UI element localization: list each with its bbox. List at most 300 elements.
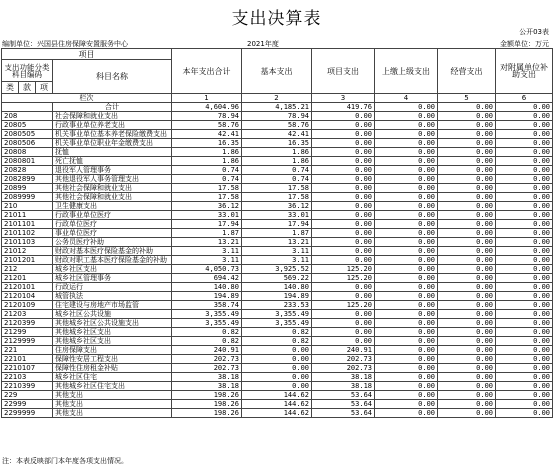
project-amount: 0.00	[312, 220, 375, 229]
subject-code: 210	[2, 202, 53, 211]
subsidy-amount: 0.00	[496, 328, 553, 337]
subsidy-amount: 0.00	[496, 157, 553, 166]
table-row	[2, 292, 553, 301]
subject-name: 死亡抚恤	[53, 157, 172, 166]
subsidy-amount: 0.00	[496, 130, 553, 139]
column-number: 2	[242, 94, 312, 103]
business-amount: 0.00	[438, 292, 496, 301]
upload-amount: 0.00	[375, 328, 438, 337]
subject-name: 事业单位医疗	[53, 229, 172, 238]
upload-amount: 0.00	[375, 220, 438, 229]
subsidy-amount: 0.00	[496, 121, 553, 130]
subsidy-amount: 0.00	[496, 220, 553, 229]
total-amount: 140.80	[172, 283, 242, 292]
subject-code: 212	[2, 265, 53, 274]
subsidy-amount: 0.00	[496, 409, 553, 418]
table-row	[2, 265, 553, 274]
subsidy-amount: 0.00	[496, 184, 553, 193]
business-amount: 0.00	[438, 103, 496, 112]
project-amount: 53.64	[312, 400, 375, 409]
basic-amount: 3.11	[242, 256, 312, 265]
subject-name: 合计	[53, 103, 172, 112]
basic-amount: 0.82	[242, 337, 312, 346]
subject-name: 行政单位医疗	[53, 220, 172, 229]
upload-header: 上缴上级支出	[375, 49, 438, 94]
business-amount: 0.00	[438, 193, 496, 202]
subsidy-amount: 0.00	[496, 229, 553, 238]
business-amount: 0.00	[438, 274, 496, 283]
subsidy-amount: 0.00	[496, 364, 553, 373]
project-amount: 0.00	[312, 337, 375, 346]
table-note: 注：本表反映部门本年度各项支出情况。	[2, 457, 128, 465]
business-amount: 0.00	[438, 130, 496, 139]
upload-amount: 0.00	[375, 193, 438, 202]
project-amount: 0.00	[312, 130, 375, 139]
upload-amount: 0.00	[375, 364, 438, 373]
upload-amount: 0.00	[375, 301, 438, 310]
lei-header: 类	[2, 82, 19, 94]
total-amount: 17.58	[172, 193, 242, 202]
upload-amount: 0.00	[375, 265, 438, 274]
total-amount: 0.82	[172, 337, 242, 346]
subject-name: 其他支出	[53, 409, 172, 418]
business-amount: 0.00	[438, 175, 496, 184]
basic-amount: 1.86	[242, 157, 312, 166]
table-row	[2, 139, 553, 148]
subject-code: 2129999	[2, 337, 53, 346]
total-amount: 4,604.96	[172, 103, 242, 112]
subject-code: 21299	[2, 328, 53, 337]
project-amount: 0.00	[312, 166, 375, 175]
total-amount: 198.26	[172, 391, 242, 400]
basic-amount: 0.00	[242, 382, 312, 391]
basic-amount: 140.80	[242, 283, 312, 292]
subsidy-amount: 0.00	[496, 166, 553, 175]
table-row	[2, 409, 553, 418]
table-row	[2, 400, 553, 409]
project-amount: 0.00	[312, 256, 375, 265]
subject-name: 财政对职工基本医疗保险基金的补助	[53, 256, 172, 265]
xiang-header: 项	[36, 82, 53, 94]
business-amount: 0.00	[438, 310, 496, 319]
basic-amount: 194.89	[242, 292, 312, 301]
subsidy-amount: 0.00	[496, 301, 553, 310]
subject-code: 20899	[2, 184, 53, 193]
business-amount: 0.00	[438, 229, 496, 238]
basic-amount: 3,925.52	[242, 265, 312, 274]
table-row	[2, 391, 553, 400]
subject-name: 抚恤	[53, 148, 172, 157]
basic-amount: 78.94	[242, 112, 312, 121]
column-number: 5	[438, 94, 496, 103]
upload-amount: 0.00	[375, 319, 438, 328]
basic-amount: 233.53	[242, 301, 312, 310]
table-row	[2, 319, 553, 328]
subject-name: 卫生健康支出	[53, 202, 172, 211]
subject-code: 2082899	[2, 175, 53, 184]
business-amount: 0.00	[438, 148, 496, 157]
subject-name: 其他支出	[53, 400, 172, 409]
subsidy-amount: 0.00	[496, 319, 553, 328]
table-row	[2, 256, 553, 265]
project-amount: 53.64	[312, 391, 375, 400]
business-amount: 0.00	[438, 409, 496, 418]
subject-name: 其他城乡社区住宅支出	[53, 382, 172, 391]
project-amount: 0.00	[312, 247, 375, 256]
business-amount: 0.00	[438, 112, 496, 121]
table-row	[2, 355, 553, 364]
subject-name: 保障性住房租金补贴	[53, 364, 172, 373]
subject-code: 2120101	[2, 283, 53, 292]
upload-amount: 0.00	[375, 103, 438, 112]
subject-code: 2120104	[2, 292, 53, 301]
subject-code: 2080801	[2, 157, 53, 166]
business-amount: 0.00	[438, 355, 496, 364]
subject-name: 社会保障和就业支出	[53, 112, 172, 121]
total-amount: 3,355.49	[172, 319, 242, 328]
project-amount: 0.00	[312, 112, 375, 121]
upload-amount: 0.00	[375, 148, 438, 157]
upload-amount: 0.00	[375, 247, 438, 256]
subsidy-header: 对附属单位补助支出	[496, 49, 553, 94]
business-amount: 0.00	[438, 121, 496, 130]
total-amount: 0.82	[172, 328, 242, 337]
total-amount: 4,050.73	[172, 265, 242, 274]
subsidy-amount: 0.00	[496, 337, 553, 346]
table-row	[2, 364, 553, 373]
table-number: 公开03表	[519, 28, 549, 36]
table-row	[2, 166, 553, 175]
subject-name: 财政对基本医疗保险基金的补助	[53, 247, 172, 256]
table-row	[2, 202, 553, 211]
total-amount: 3,355.49	[172, 310, 242, 319]
column-number: 3	[312, 94, 375, 103]
subsidy-amount: 0.00	[496, 283, 553, 292]
business-amount: 0.00	[438, 301, 496, 310]
upload-amount: 0.00	[375, 409, 438, 418]
project-amount: 0.00	[312, 121, 375, 130]
upload-amount: 0.00	[375, 373, 438, 382]
subject-code: 2080505	[2, 130, 53, 139]
total-amount: 240.91	[172, 346, 242, 355]
subject-name: 其他支出	[53, 391, 172, 400]
upload-amount: 0.00	[375, 346, 438, 355]
subject-name: 其他社会保障和就业支出	[53, 193, 172, 202]
project-amount: 53.64	[312, 409, 375, 418]
business-amount: 0.00	[438, 184, 496, 193]
subject-code: 2101201	[2, 256, 53, 265]
table-row	[2, 193, 553, 202]
upload-amount: 0.00	[375, 184, 438, 193]
upload-amount: 0.00	[375, 166, 438, 175]
project-amount: 0.00	[312, 202, 375, 211]
basic-amount: 144.62	[242, 400, 312, 409]
upload-amount: 0.00	[375, 256, 438, 265]
subject-name: 城乡社区住宅	[53, 373, 172, 382]
subsidy-amount: 0.00	[496, 391, 553, 400]
total-amount: 1.86	[172, 148, 242, 157]
subsidy-amount: 0.00	[496, 382, 553, 391]
upload-amount: 0.00	[375, 310, 438, 319]
item-header: 项目	[2, 49, 172, 60]
subsidy-amount: 0.00	[496, 148, 553, 157]
total-amount: 78.94	[172, 112, 242, 121]
subject-name: 城乡社区公共设施	[53, 310, 172, 319]
kuan-header: 款	[19, 82, 36, 94]
business-amount: 0.00	[438, 265, 496, 274]
project-amount: 202.73	[312, 355, 375, 364]
project-amount: 125.20	[312, 274, 375, 283]
total-amount: 0.74	[172, 175, 242, 184]
upload-amount: 0.00	[375, 229, 438, 238]
name-header: 科目名称	[53, 60, 172, 94]
project-amount: 0.00	[312, 238, 375, 247]
total-amount: 202.73	[172, 364, 242, 373]
subject-code: 229	[2, 391, 53, 400]
project-amount: 0.00	[312, 292, 375, 301]
business-amount: 0.00	[438, 202, 496, 211]
upload-amount: 0.00	[375, 112, 438, 121]
subject-name: 其他社会保障和就业支出	[53, 184, 172, 193]
upload-amount: 0.00	[375, 292, 438, 301]
total-amount: 198.26	[172, 400, 242, 409]
subsidy-amount: 0.00	[496, 238, 553, 247]
project-amount: 0.00	[312, 229, 375, 238]
total-amount: 17.94	[172, 220, 242, 229]
basic-amount: 1.87	[242, 229, 312, 238]
business-amount: 0.00	[438, 319, 496, 328]
basic-amount: 58.76	[242, 121, 312, 130]
project-amount: 0.00	[312, 310, 375, 319]
table-row	[2, 175, 553, 184]
total-amount: 198.26	[172, 409, 242, 418]
basic-amount: 569.22	[242, 274, 312, 283]
upload-amount: 0.00	[375, 382, 438, 391]
subject-name: 退役军人管理事务	[53, 166, 172, 175]
total-amount: 17.58	[172, 184, 242, 193]
subject-name: 其他退役军人事务管理支出	[53, 175, 172, 184]
upload-amount: 0.00	[375, 130, 438, 139]
project-amount: 419.76	[312, 103, 375, 112]
total-amount: 358.74	[172, 301, 242, 310]
upload-amount: 0.00	[375, 274, 438, 283]
subject-name: 其他城乡社区公共设施支出	[53, 319, 172, 328]
project-amount: 202.73	[312, 364, 375, 373]
subject-code: 2120399	[2, 319, 53, 328]
table-row	[2, 283, 553, 292]
total-amount: 1.87	[172, 229, 242, 238]
subject-code: 2101103	[2, 238, 53, 247]
business-amount: 0.00	[438, 220, 496, 229]
business-amount: 0.00	[438, 157, 496, 166]
basic-header: 基本支出	[242, 49, 312, 94]
table-row	[2, 229, 553, 238]
subject-name: 城乡社区管理事务	[53, 274, 172, 283]
project-amount: 125.20	[312, 301, 375, 310]
upload-amount: 0.00	[375, 355, 438, 364]
subject-name: 保障性安居工程支出	[53, 355, 172, 364]
subsidy-amount: 0.00	[496, 103, 553, 112]
project-amount: 0.00	[312, 157, 375, 166]
subsidy-amount: 0.00	[496, 310, 553, 319]
subject-code: 21203	[2, 310, 53, 319]
total-amount: 194.89	[172, 292, 242, 301]
table-row	[2, 220, 553, 229]
reporting-unit: 编制单位：兴国县住房保障安置服务中心	[2, 40, 128, 48]
table-row	[2, 274, 553, 283]
subject-code: 20805	[2, 121, 53, 130]
subject-code: 2080506	[2, 139, 53, 148]
subject-name: 其他城乡社区支出	[53, 337, 172, 346]
upload-amount: 0.00	[375, 175, 438, 184]
basic-amount: 0.74	[242, 175, 312, 184]
subject-name: 机关事业单位职业年金缴费支出	[53, 139, 172, 148]
expenditure-table	[1, 48, 553, 418]
business-amount: 0.00	[438, 373, 496, 382]
project-amount: 38.18	[312, 382, 375, 391]
basic-amount: 0.00	[242, 346, 312, 355]
total-amount: 0.74	[172, 166, 242, 175]
business-amount: 0.00	[438, 391, 496, 400]
subsidy-amount: 0.00	[496, 211, 553, 220]
total-amount: 202.73	[172, 355, 242, 364]
total-amount: 42.41	[172, 130, 242, 139]
total-amount: 13.21	[172, 238, 242, 247]
fiscal-year: 2021年度	[247, 40, 279, 48]
project-amount: 0.00	[312, 328, 375, 337]
basic-amount: 16.35	[242, 139, 312, 148]
basic-amount: 13.21	[242, 238, 312, 247]
subject-code: 22999	[2, 400, 53, 409]
business-amount: 0.00	[438, 166, 496, 175]
subsidy-amount: 0.00	[496, 139, 553, 148]
basic-amount: 42.41	[242, 130, 312, 139]
project-amount: 0.00	[312, 148, 375, 157]
project-amount: 240.91	[312, 346, 375, 355]
total-amount: 3.11	[172, 256, 242, 265]
code-group-header: 支出功能分类科目编码	[2, 60, 53, 82]
subsidy-amount: 0.00	[496, 274, 553, 283]
total-amount: 3.11	[172, 247, 242, 256]
subject-code: 21011	[2, 211, 53, 220]
subject-name: 公务员医疗补助	[53, 238, 172, 247]
subject-name: 住房保障支出	[53, 346, 172, 355]
business-amount: 0.00	[438, 247, 496, 256]
project-amount: 0.00	[312, 319, 375, 328]
table-row	[2, 337, 553, 346]
subject-code: 22101	[2, 355, 53, 364]
total-amount: 1.86	[172, 157, 242, 166]
subsidy-amount: 0.00	[496, 256, 553, 265]
basic-amount: 3,355.49	[242, 310, 312, 319]
subject-name: 行政事业单位养老支出	[53, 121, 172, 130]
table-row	[2, 148, 553, 157]
table-row	[2, 346, 553, 355]
lanci-label: 栏次	[2, 94, 172, 103]
table-row	[2, 382, 553, 391]
table-row	[2, 130, 553, 139]
subject-name: 城管执法	[53, 292, 172, 301]
project-amount: 0.00	[312, 283, 375, 292]
column-number: 6	[496, 94, 553, 103]
basic-amount: 0.00	[242, 355, 312, 364]
business-amount: 0.00	[438, 382, 496, 391]
upload-amount: 0.00	[375, 283, 438, 292]
basic-amount: 144.62	[242, 409, 312, 418]
table-row	[2, 301, 553, 310]
subsidy-amount: 0.00	[496, 112, 553, 121]
project-amount: 0.00	[312, 211, 375, 220]
upload-amount: 0.00	[375, 157, 438, 166]
subject-code: 2120109	[2, 301, 53, 310]
business-amount: 0.00	[438, 364, 496, 373]
basic-amount: 17.58	[242, 193, 312, 202]
project-amount: 0.00	[312, 139, 375, 148]
project-amount: 0.00	[312, 184, 375, 193]
table-row	[2, 238, 553, 247]
project-amount: 0.00	[312, 193, 375, 202]
basic-amount: 36.12	[242, 202, 312, 211]
total-amount: 36.12	[172, 202, 242, 211]
subject-code: 20808	[2, 148, 53, 157]
subject-name: 行政运行	[53, 283, 172, 292]
subject-name: 住宅建设与房地产市场监管	[53, 301, 172, 310]
table-row	[2, 211, 553, 220]
subject-code: 20828	[2, 166, 53, 175]
table-row	[2, 121, 553, 130]
project-amount: 125.20	[312, 265, 375, 274]
column-number: 1	[172, 94, 242, 103]
subsidy-amount: 0.00	[496, 400, 553, 409]
subsidy-amount: 0.00	[496, 346, 553, 355]
subject-code: 22103	[2, 373, 53, 382]
subsidy-amount: 0.00	[496, 202, 553, 211]
column-number: 4	[375, 94, 438, 103]
total-amount: 58.76	[172, 121, 242, 130]
subject-name: 其他城乡社区支出	[53, 328, 172, 337]
subsidy-amount: 0.00	[496, 265, 553, 274]
business-amount: 0.00	[438, 139, 496, 148]
subsidy-amount: 0.00	[496, 175, 553, 184]
subject-code: 2299999	[2, 409, 53, 418]
subject-code: 2089999	[2, 193, 53, 202]
subsidy-amount: 0.00	[496, 247, 553, 256]
total-amount: 16.35	[172, 139, 242, 148]
project-amount: 0.00	[312, 175, 375, 184]
subsidy-amount: 0.00	[496, 193, 553, 202]
upload-amount: 0.00	[375, 139, 438, 148]
page-title: 支出决算表	[231, 9, 322, 29]
upload-amount: 0.00	[375, 238, 438, 247]
basic-amount: 0.82	[242, 328, 312, 337]
total-amount: 33.01	[172, 211, 242, 220]
basic-amount: 0.00	[242, 373, 312, 382]
subsidy-amount: 0.00	[496, 373, 553, 382]
total-row	[2, 103, 553, 112]
table-row	[2, 184, 553, 193]
basic-amount: 1.86	[242, 148, 312, 157]
subject-code	[2, 103, 53, 112]
basic-amount: 33.01	[242, 211, 312, 220]
basic-amount: 4,185.21	[242, 103, 312, 112]
total-header: 本年支出合计	[172, 49, 242, 94]
subject-code: 2101101	[2, 220, 53, 229]
basic-amount: 3.11	[242, 247, 312, 256]
business-amount: 0.00	[438, 346, 496, 355]
project-header: 项目支出	[312, 49, 375, 94]
subject-code: 2210399	[2, 382, 53, 391]
upload-amount: 0.00	[375, 211, 438, 220]
